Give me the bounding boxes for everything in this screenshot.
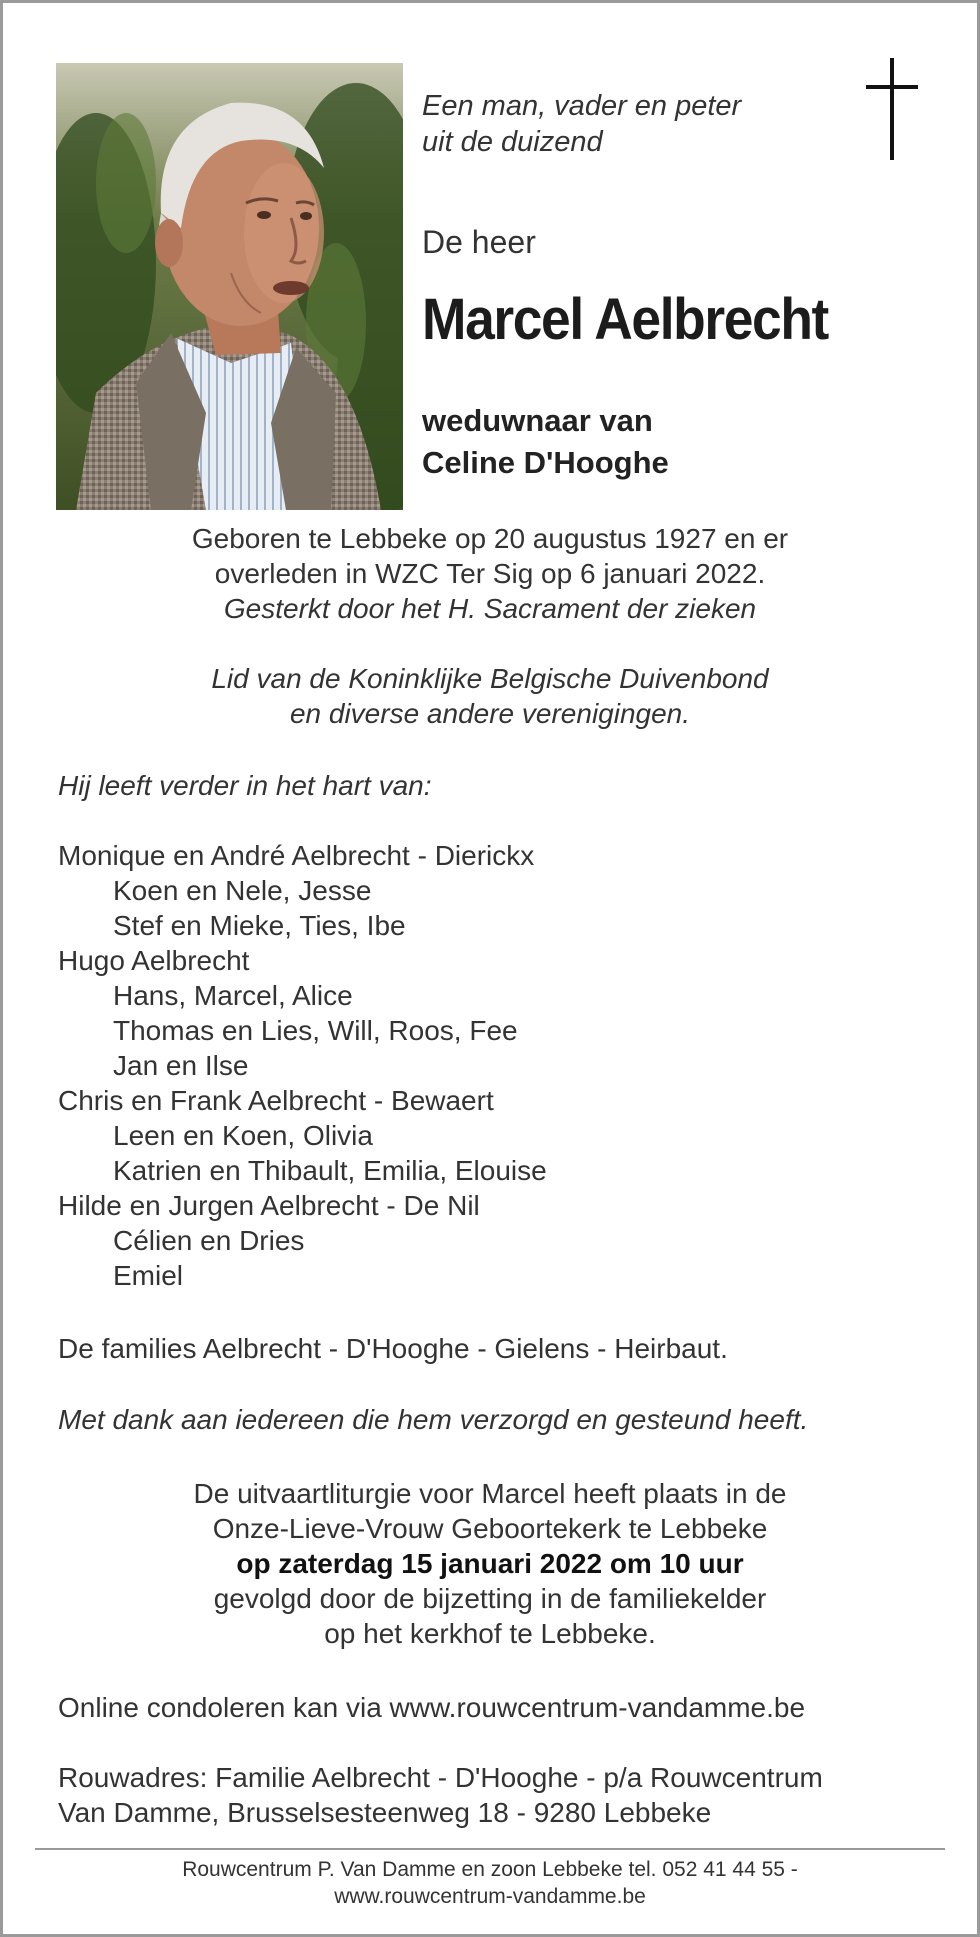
funeral-info xyxy=(40,1476,940,1651)
family-member-line: Chris en Frank Aelbrecht - Bewaert xyxy=(58,1085,494,1116)
family-member-line: Leen en Koen, Olivia xyxy=(113,1120,373,1151)
motto xyxy=(422,88,741,160)
spouse-line: Celine D'Hooghe xyxy=(422,445,669,480)
membership-line: Lid van de Koninklijke Belgische Duivenbond xyxy=(211,663,769,694)
address-line: Van Damme, Brusselsesteenweg 18 - 9280 Lebbeke xyxy=(58,1797,712,1828)
family-member-line: Katrien en Thibault, Emilia, Elouise xyxy=(113,1155,547,1186)
cross-icon xyxy=(862,58,922,160)
families-line: De families Aelbrecht - D'Hooghe - Gielens - Heirbaut. xyxy=(58,1333,728,1364)
footer-divider xyxy=(35,1848,945,1850)
bio-line: Geboren te Lebbeke op 20 augustus 1927 en er xyxy=(191,523,789,554)
funeral-line: op het kerkhof te Lebbeke. xyxy=(324,1618,656,1649)
sacrament-line: Gesterkt door het H. Sacrament der zieken xyxy=(223,593,757,624)
funeral-line: De uitvaartliturgie voor Marcel heeft plaats in de xyxy=(193,1478,787,1509)
motto-line: uit de duizend xyxy=(422,126,603,158)
condolence-line: Online condoleren kan via www.rouwcentrum-vandamme.be xyxy=(58,1692,806,1723)
family-intro: Hij leeft verder in het hart van: xyxy=(58,770,432,801)
mourning-address xyxy=(58,1760,958,1830)
address-line: Rouwadres: Familie Aelbrecht - D'Hooghe - p/a Rouwcentrum xyxy=(58,1762,823,1793)
family-member-line: Hans, Marcel, Alice xyxy=(113,980,353,1011)
family-member-line: Hugo Aelbrecht xyxy=(58,945,250,976)
family-member-line: Jan en Ilse xyxy=(113,1050,249,1081)
family-member-line: Hilde en Jurgen Aelbrecht - De Nil xyxy=(58,1190,480,1221)
funeral-line: Onze-Lieve-Vrouw Geboortekerk te Lebbeke xyxy=(212,1513,768,1544)
salutation: De heer xyxy=(422,224,536,260)
portrait-photo xyxy=(56,63,403,510)
funeral-date: op zaterdag 15 januari 2022 om 10 uur xyxy=(236,1548,744,1579)
family-member-line: Koen en Nele, Jesse xyxy=(113,875,372,906)
family-member-line: Monique en André Aelbrecht - Dierickx xyxy=(58,840,535,871)
birth-death-info xyxy=(40,521,940,626)
footer-website: www.rouwcentrum-vandamme.be xyxy=(334,1885,646,1908)
footer-line: Rouwcentrum P. Van Damme en zoon Lebbeke tel. 052 41 44 55 - xyxy=(182,1858,798,1881)
membership-line: en diverse andere verenigingen. xyxy=(289,698,691,729)
spouse-info xyxy=(422,400,669,484)
spouse-line: weduwnaar van xyxy=(422,403,653,438)
family-list xyxy=(58,838,958,1293)
family-member-line: Emiel xyxy=(113,1260,184,1291)
thanks-line: Met dank aan iedereen die hem verzorgd en gesteund heeft. xyxy=(58,1404,809,1435)
family-member-line: Célien en Dries xyxy=(113,1225,305,1256)
family-member-line: Stef en Mieke, Ties, Ibe xyxy=(113,910,406,941)
deceased-name: Marcel Aelbrecht xyxy=(422,287,828,352)
motto-line: Een man, vader en peter xyxy=(422,90,742,122)
family-member-line: Thomas en Lies, Will, Roos, Fee xyxy=(113,1015,518,1046)
bio-line: overleden in WZC Ter Sig op 6 januari 2022. xyxy=(214,558,766,589)
footer xyxy=(40,1856,940,1910)
funeral-line: gevolgd door de bijzetting in de familiekelder xyxy=(213,1583,767,1614)
membership-info xyxy=(40,661,940,731)
